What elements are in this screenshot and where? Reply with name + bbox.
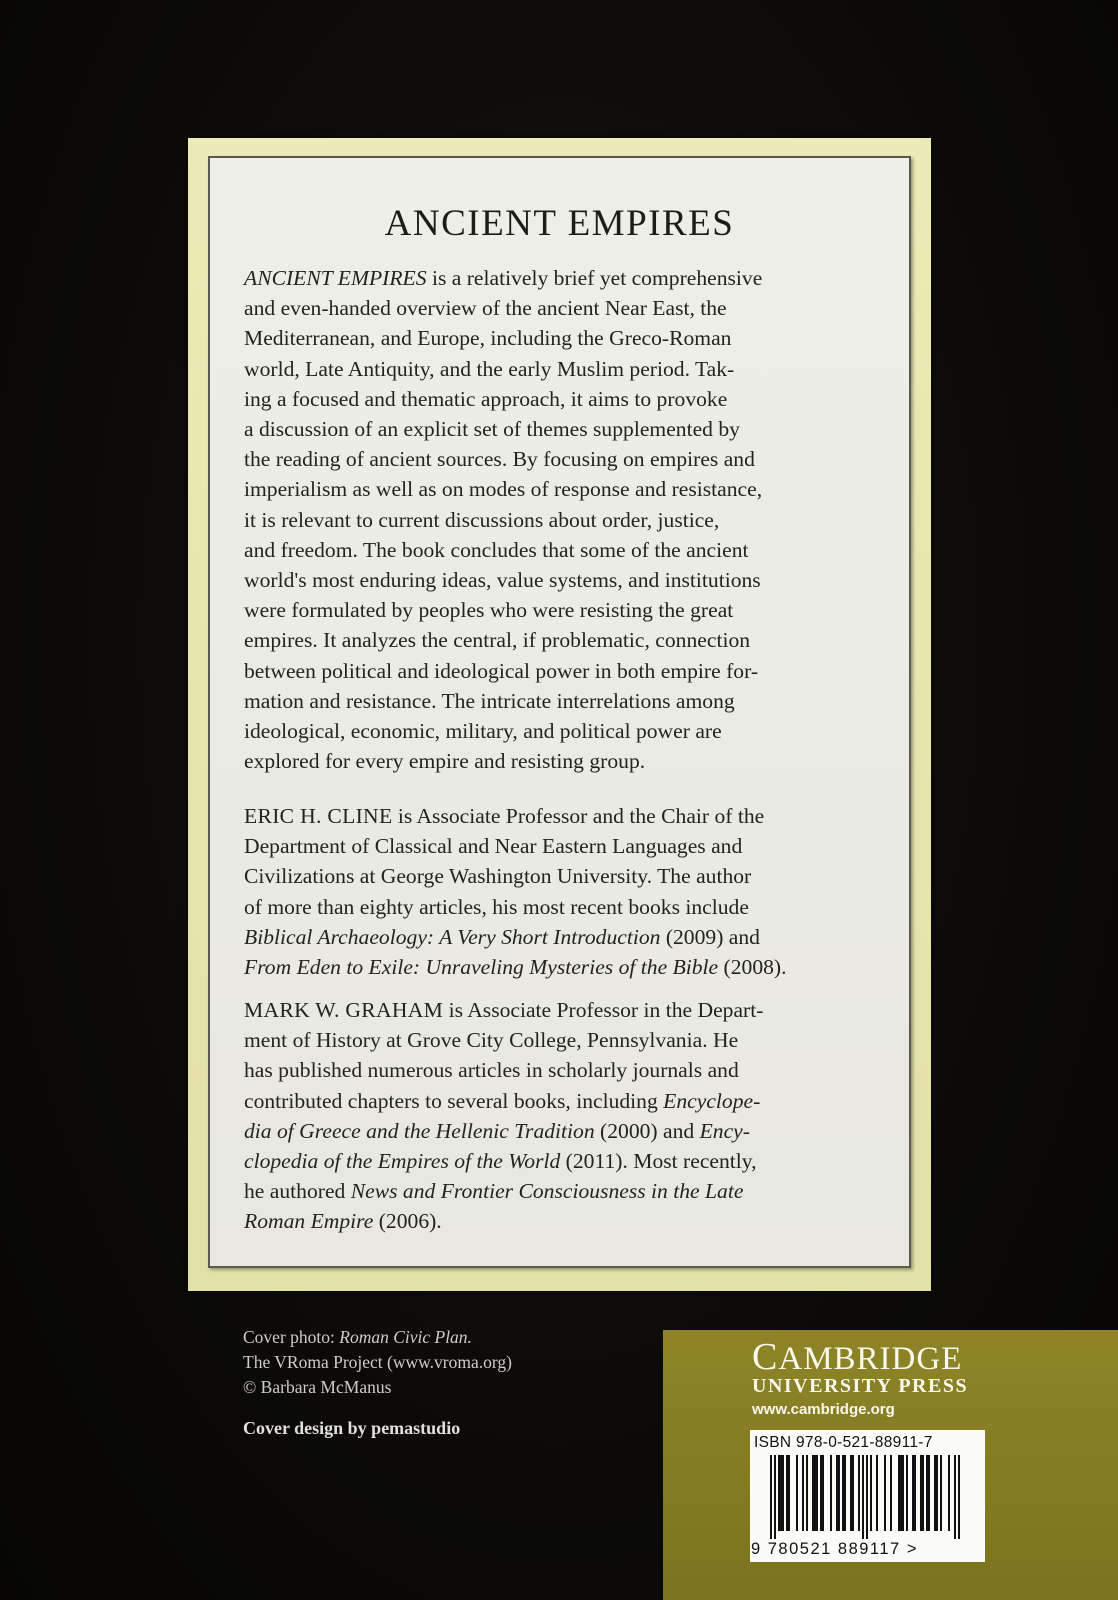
- barcode-bar: [842, 1455, 844, 1531]
- barcode-bar: [912, 1455, 914, 1531]
- barcode-bar: [852, 1455, 854, 1531]
- description-line: a discussion of an explicit set of themes supplemented by: [244, 417, 740, 442]
- description-line: ideological, economic, military, and political power are: [244, 719, 722, 744]
- barcode-bar: [948, 1455, 950, 1531]
- barcode-bar: [830, 1455, 832, 1531]
- barcode-bar: [816, 1455, 818, 1531]
- barcode-bar: [890, 1455, 892, 1531]
- publisher-press: UNIVERSITY PRESS: [752, 1375, 969, 1397]
- description-line: world's most enduring ideas, value systems, and institutions: [244, 568, 761, 593]
- description-line: mation and resistance. The intricate interrelations among: [244, 688, 735, 713]
- book-title-ref: From Eden to Exile: Unraveling Mysteries of the Bible: [244, 955, 719, 980]
- barcode-bar: [954, 1455, 956, 1539]
- barcode-bar: [838, 1455, 840, 1531]
- book-title: ANCIENT EMPIRES: [384, 203, 735, 244]
- barcode-bar: [814, 1455, 816, 1531]
- barcode-bar: [928, 1455, 930, 1531]
- cover-credits: Cover photo: Roman Civic Plan. The VRoma Project (www.vroma.org) © Barbara McManus: [243, 1327, 512, 1397]
- publisher-logo: CAMBRIDGE: [752, 1336, 963, 1378]
- barcode-bar: [934, 1455, 936, 1531]
- barcode-bar: [796, 1455, 798, 1531]
- barcode-bar: [958, 1455, 960, 1539]
- book-description: [244, 263, 884, 776]
- barcode-bar: [900, 1455, 902, 1531]
- barcode-bar: [782, 1455, 784, 1531]
- publisher-url: www.cambridge.org: [752, 1401, 895, 1418]
- author-name: MARK W. GRAHAM: [244, 998, 444, 1022]
- description-line: were formulated by peoples who were resisting the great: [244, 598, 734, 623]
- barcode-bar: [902, 1455, 904, 1531]
- barcode-bar: [898, 1455, 900, 1531]
- barcode-bar: [836, 1455, 838, 1531]
- barcode-bar: [940, 1455, 942, 1531]
- barcode-bar: [780, 1455, 782, 1531]
- barcode-bar: [844, 1455, 846, 1531]
- barcode-bar: [788, 1455, 790, 1531]
- description-line: and even-handed overview of the ancient Near East, the: [244, 296, 727, 321]
- description-line: world, Late Antiquity, and the early Muslim period. Tak-: [244, 356, 735, 381]
- description-line: the reading of ancient sources. By focusing on empires and: [244, 447, 755, 472]
- barcode: [770, 1455, 970, 1539]
- barcode-digits: 9 780521 889117 >: [751, 1540, 918, 1558]
- barcode-bar: [802, 1455, 804, 1531]
- barcode-bar: [922, 1455, 924, 1531]
- book-title-ref: Biblical Archaeology: A Very Short Introduction: [244, 924, 661, 949]
- barcode-bar: [786, 1455, 788, 1531]
- author-bio-graham: MARK W. GRAHAM is Associate Professor in the Depart- ment of History at Grove City College, Pennsylvania. He has published numerous articles in scholarly journals and contributed chapters to several books, including Encyclope- dia of Greece and the Hellenic Tradition (2000) and Ency- clopedia of the Empires of the World (2011). Most recently, he authored News and Frontier Consciousness in the Late Roman Empire (2006).: [244, 998, 764, 1234]
- barcode-bar: [778, 1455, 780, 1531]
- description-line: explored for every empire and resisting group.: [244, 749, 646, 774]
- description-line: Mediterranean, and Europe, including the Greco-Roman: [244, 326, 732, 351]
- barcode-bar: [774, 1455, 776, 1539]
- description-line: it is relevant to current discussions about order, justice,: [244, 507, 720, 532]
- barcode-bar: [820, 1455, 822, 1531]
- description-line: and freedom. The book concludes that some of the ancient: [244, 537, 749, 562]
- barcode-bar: [858, 1455, 860, 1531]
- barcode-bar: [770, 1455, 772, 1539]
- barcode-bar: [914, 1455, 916, 1531]
- barcode-bar: [850, 1455, 852, 1531]
- author-name: ERIC H. CLINE: [244, 804, 393, 828]
- barcode-bar: [906, 1455, 908, 1531]
- barcode-bar: [926, 1455, 928, 1531]
- author-bio-cline: ERIC H. CLINE is Associate Professor and the Chair of the Department of Classical and Near Eastern Languages and Civilizations at George Washington University. The author of more than eighty articles, his most recent books include Biblical Archaeology: A Very Short Introduction (2009) and From Eden to Exile: Unraveling Mysteries of the Bible (2008).: [244, 804, 787, 980]
- barcode-bar: [866, 1455, 868, 1539]
- isbn-text: ISBN 978-0-521-88911-7: [754, 1434, 933, 1451]
- barcode-bar: [936, 1455, 938, 1531]
- barcode-bar: [806, 1455, 808, 1531]
- barcode-bar: [876, 1455, 878, 1531]
- barcode-bar: [870, 1455, 872, 1531]
- description-line: ing a focused and thematic approach, it aims to provoke: [244, 386, 728, 411]
- barcode-bar: [884, 1455, 886, 1531]
- barcode-bar: [862, 1455, 864, 1539]
- barcode-bar: [822, 1455, 824, 1531]
- barcode-bar: [920, 1455, 922, 1531]
- cover-design-credit: Cover design by pemastudio: [243, 1418, 461, 1438]
- description-line: between political and ideological power in both empire for-: [244, 658, 759, 683]
- description-line: imperialism as well as on modes of response and resistance,: [244, 477, 763, 502]
- description-line: ANCIENT EMPIRES is a relatively brief yet comprehensive: [244, 266, 763, 290]
- description-line: empires. It analyzes the central, if problematic, connection: [244, 628, 751, 653]
- barcode-bar: [812, 1455, 814, 1531]
